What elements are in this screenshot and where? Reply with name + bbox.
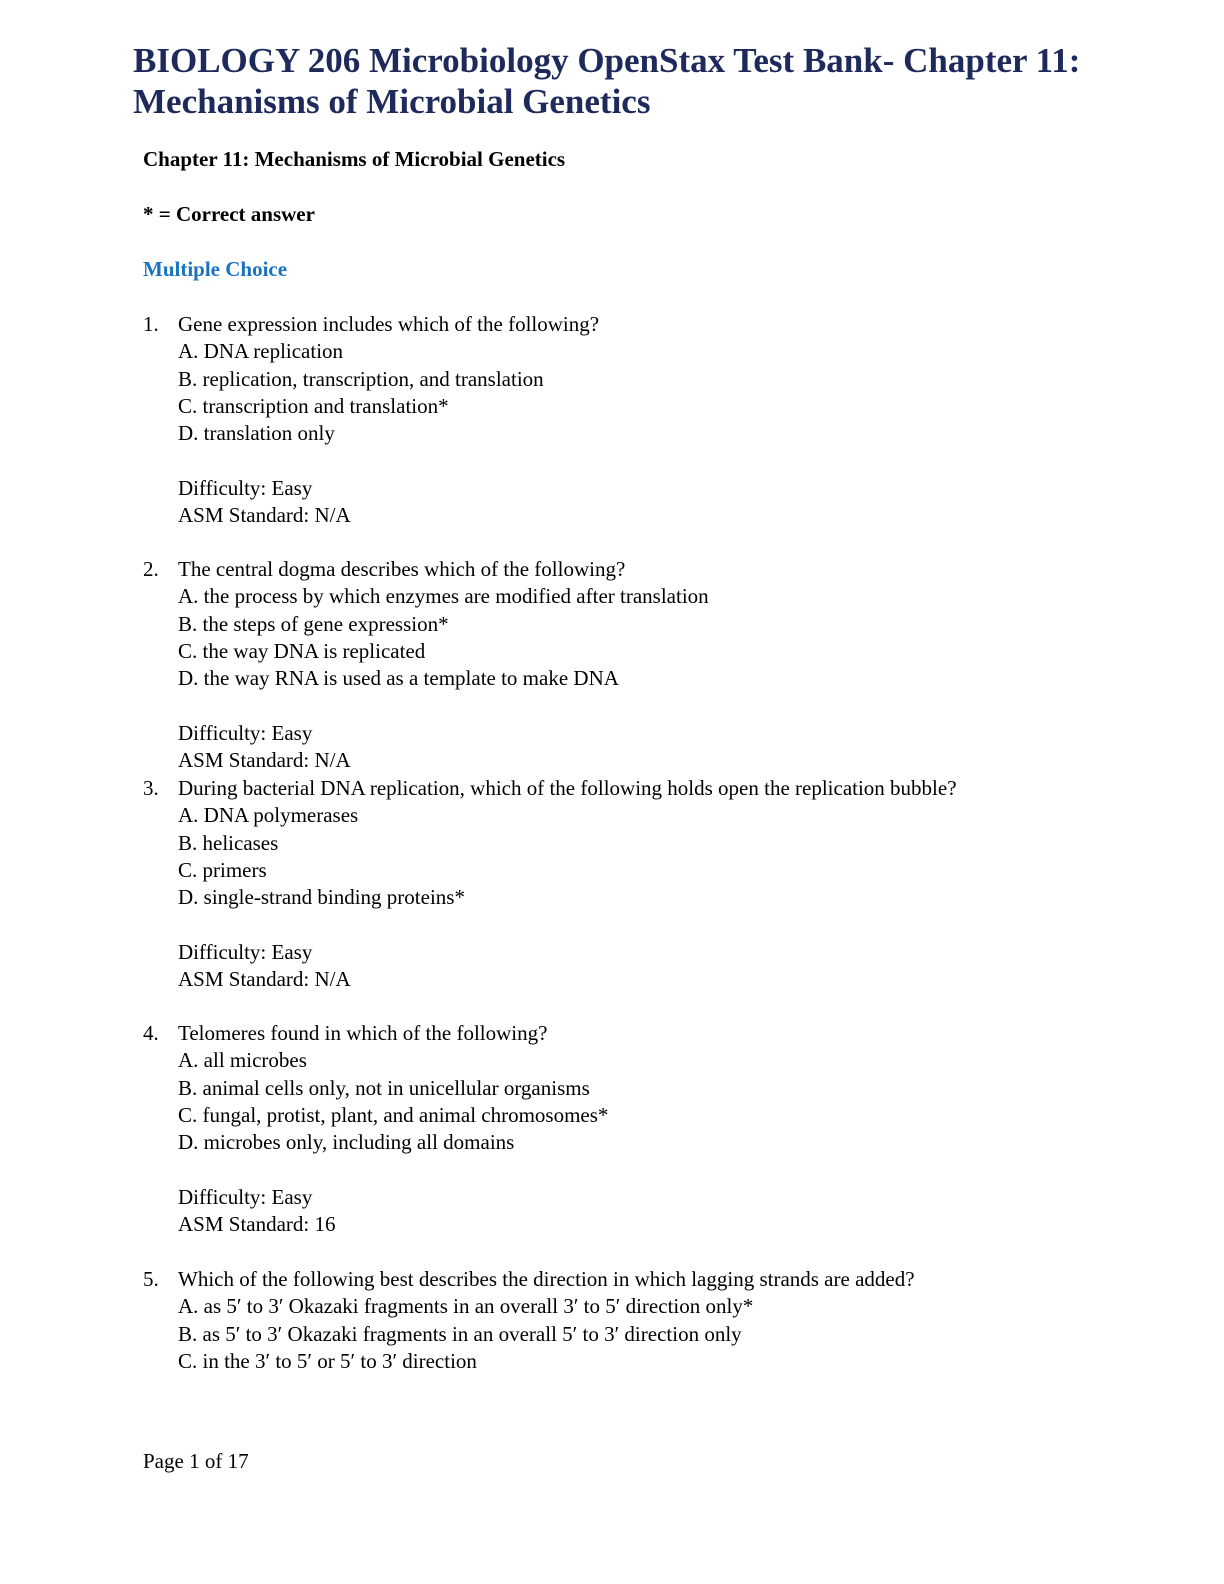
answer-option-a: A. DNA replication [178,339,344,364]
answer-option-d: D. the way RNA is used as a template to make DNA [178,666,619,691]
question-number: 3. [143,776,159,800]
question-number: 5. [143,1267,159,1291]
question-4 [143,1020,608,1238]
answer-option-a: A. DNA polymerases [178,803,359,828]
chapter-heading: Chapter 11: Mechanisms of Microbial Genetics [143,147,566,171]
question-text: Gene expression includes which of the following? [178,312,600,336]
question-text: During bacterial DNA replication, which of the following holds open the replication bubble? [178,776,957,800]
answer-option-c: C. primers [178,857,267,882]
question-text: Which of the following best describes the direction in which lagging strands are added? [178,1267,915,1291]
question-text: The central dogma describes which of the following? [178,557,626,581]
question-2 [143,556,709,774]
spacer [178,692,709,719]
difficulty-label: Difficulty: Easy [178,475,313,500]
asm-standard-label: ASM Standard: N/A [178,967,351,992]
answer-option-c: C. the way DNA is replicated [178,638,426,663]
difficulty-label: Difficulty: Easy [178,1184,313,1209]
answer-option-c: C. transcription and translation* [178,393,449,418]
answer-option-c: C. fungal, protist, plant, and animal chromosomes* [178,1102,609,1127]
answer-option-c: C. in the 3′ to 5′ or 5′ to 3′ direction [178,1348,477,1373]
question-text: Telomeres found in which of the following? [178,1021,548,1045]
answer-option-b: B. the steps of gene expression* [178,611,449,636]
answer-option-b: B. replication, transcription, and translation [178,366,544,391]
page-number-footer: Page 1 of 17 [143,1449,249,1473]
answer-option-d: D. microbes only, including all domains [178,1130,515,1155]
question-3 [143,775,957,993]
answer-option-d: D. single-strand binding proteins* [178,885,465,910]
answer-option-a: A. the process by which enzymes are modified after translation [178,584,709,609]
asm-standard-label: ASM Standard: 16 [178,1212,336,1237]
spacer [178,911,957,938]
section-heading-multiple-choice: Multiple Choice [143,257,288,281]
answer-option-b: B. helicases [178,830,279,855]
spacer [178,1156,608,1183]
asm-standard-label: ASM Standard: N/A [178,503,351,528]
difficulty-label: Difficulty: Easy [178,939,313,964]
asm-standard-label: ASM Standard: N/A [178,748,351,773]
answer-option-d: D. translation only [178,421,335,446]
question-5 [143,1266,915,1375]
question-number: 1. [143,312,159,336]
question-number: 4. [143,1021,159,1045]
difficulty-label: Difficulty: Easy [178,720,313,745]
correct-answer-legend: * = Correct answer [143,202,315,226]
answer-option-b: B. animal cells only, not in unicellular organisms [178,1075,590,1100]
question-number: 2. [143,557,159,581]
answer-option-a: A. as 5′ to 3′ Okazaki fragments in an overall 3′ to 5′ direction only* [178,1294,754,1319]
answer-option-a: A. all microbes [178,1048,307,1073]
document-title: BIOLOGY 206 Microbiology OpenStax Test Bank- Chapter 11: Mechanisms of Microbial Genetics [133,41,1081,121]
spacer [178,447,599,474]
answer-option-b: B. as 5′ to 3′ Okazaki fragments in an overall 5′ to 3′ direction only [178,1321,742,1346]
question-1 [143,311,599,529]
